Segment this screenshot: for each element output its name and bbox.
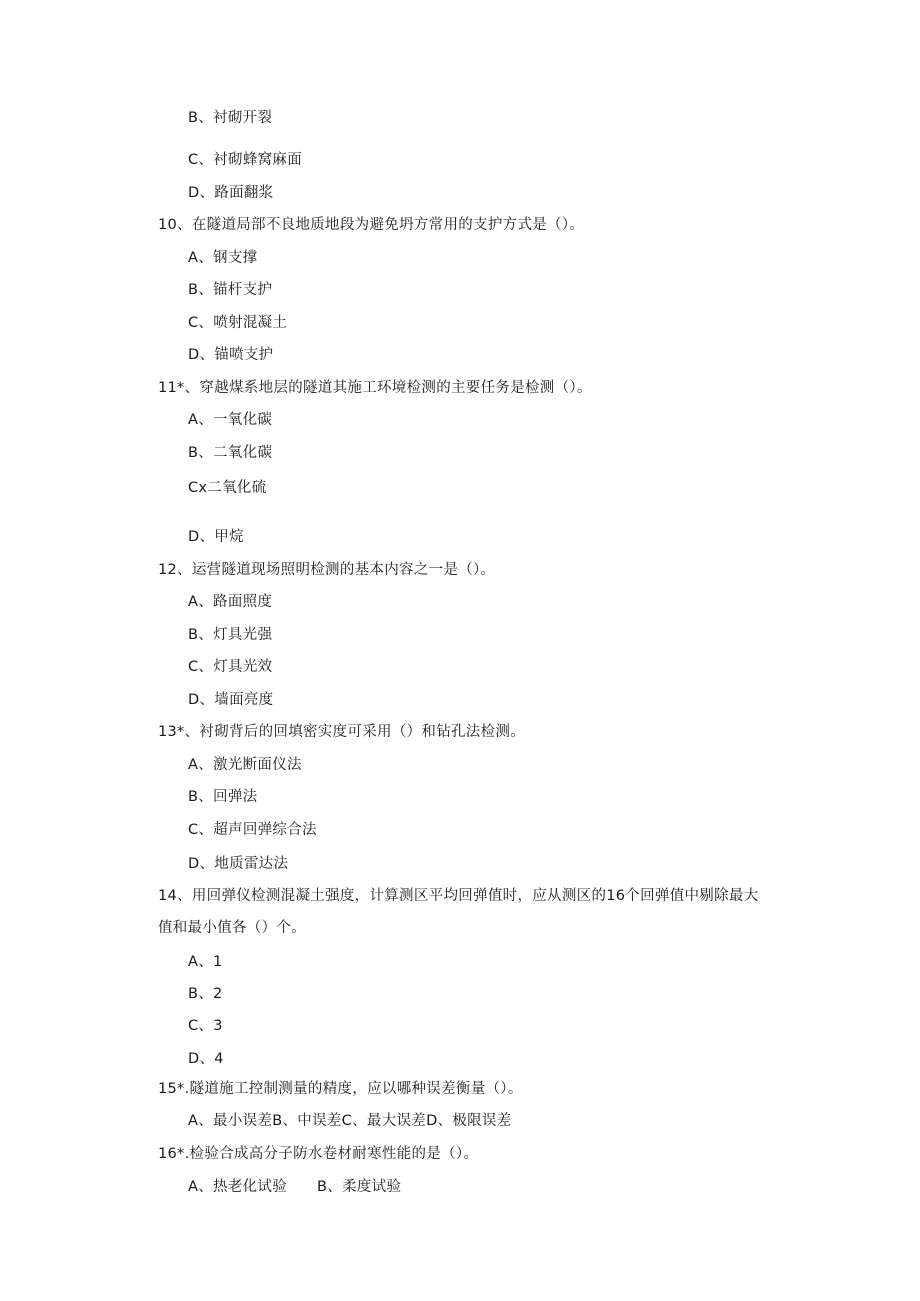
option-14d: D、4 <box>188 1051 224 1067</box>
option-13c: C、超声回弹综合法 <box>188 822 317 838</box>
option-10d: D、锚喷支护 <box>188 347 274 363</box>
question-14-continued: 值和最小值各（）个。 <box>158 920 306 936</box>
option-9b: B、衬砌开裂 <box>188 110 273 126</box>
question-13: 13*、衬砌背后的回填密实度可采用（）和钻孔法检测。 <box>158 724 525 740</box>
options-16 <box>188 1177 401 1197</box>
option-12d: D、墙面亮度 <box>188 692 274 708</box>
option-14a: A、1 <box>188 954 223 970</box>
option-11b: B、二氧化碳 <box>188 445 273 461</box>
option-10b: B、锚杆支护 <box>188 282 273 298</box>
option-11c: Cx二氧化硫 <box>188 480 267 496</box>
option-14c: C、3 <box>188 1018 223 1034</box>
option-12c: C、灯具光效 <box>188 659 273 675</box>
option-10c: C、喷射混凝土 <box>188 315 288 331</box>
option-16a: A、热老化试验 <box>188 1179 288 1195</box>
option-11a: A、一氧化碳 <box>188 412 273 428</box>
question-15: 15*.隧道施工控制测量的精度，应以哪种误差衡量（）。 <box>158 1081 523 1097</box>
option-16b: B、柔度试验 <box>317 1179 402 1195</box>
question-12: 12、运营隧道现场照明检测的基本内容之一是（）。 <box>158 562 496 578</box>
option-12a: A、路面照度 <box>188 594 273 610</box>
options-15: A、最小误差B、中误差C、最大误差D、极限误差 <box>188 1113 512 1129</box>
option-13d: D、地质雷达法 <box>188 856 289 872</box>
question-10: 10、在隧道局部不良地质地段为避免坍方常用的支护方式是（）。 <box>158 217 585 233</box>
option-13a: A、激光断面仪法 <box>188 757 302 773</box>
option-13b: B、回弹法 <box>188 789 258 805</box>
question-11: 11*、穿越煤系地层的隧道其施工环境检测的主要任务是检测（）。 <box>158 380 592 396</box>
option-9d: D、路面翻浆 <box>188 185 274 201</box>
option-9c: C、衬砌蜂窝麻面 <box>188 152 303 168</box>
question-16: 16*.检验合成高分子防水卷材耐寒性能的是（）。 <box>158 1146 479 1162</box>
option-14b: B、2 <box>188 986 223 1002</box>
option-12b: B、灯具光强 <box>188 627 273 643</box>
option-11d: D、甲烷 <box>188 529 244 545</box>
question-14: 14、用回弹仪检测混凝土强度，计算测区平均回弹值时，应从测区的16个回弹值中剔除最大 <box>158 888 759 904</box>
option-10a: A、钢支撑 <box>188 250 258 266</box>
